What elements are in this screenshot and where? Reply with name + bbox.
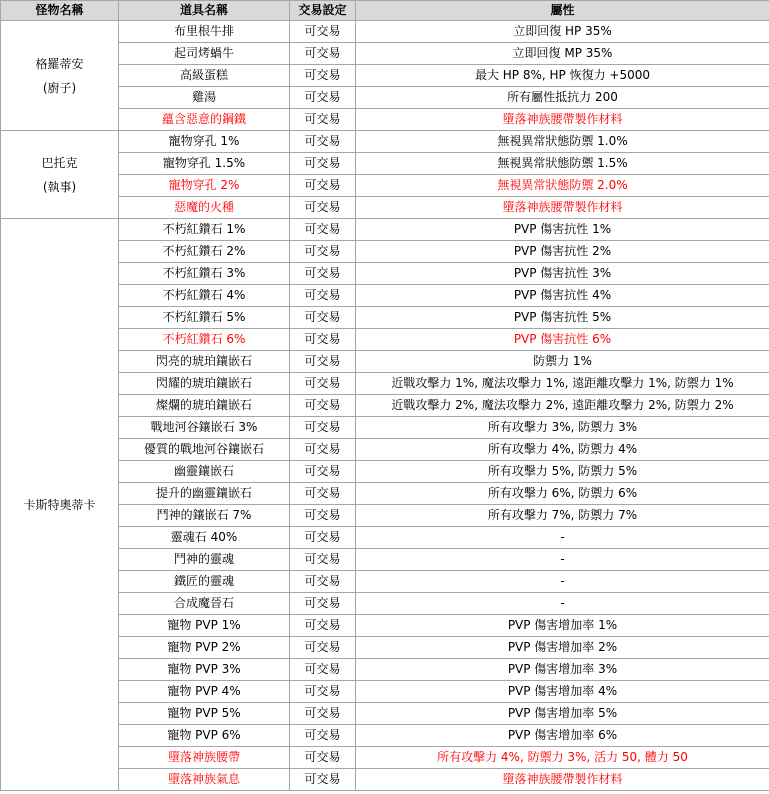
attribute-cell: 所有攻擊力 4%, 防禦力 4% <box>356 439 769 461</box>
trade-setting-cell: 可交易 <box>290 417 356 439</box>
trade-setting-cell: 可交易 <box>290 241 356 263</box>
attribute-cell: PVP 傷害抗性 4% <box>356 285 769 307</box>
table-body <box>1 21 769 791</box>
trade-setting-cell: 可交易 <box>290 65 356 87</box>
item-name-cell: 優質的戰地河谷鑲嵌石 <box>119 439 290 461</box>
table-row <box>1 219 769 241</box>
trade-setting-cell: 可交易 <box>290 307 356 329</box>
attribute-cell: 墮落神族腰帶製作材料 <box>356 109 769 131</box>
monster-name-cell <box>1 219 119 791</box>
attribute-cell: PVP 傷害增加率 3% <box>356 659 769 681</box>
trade-setting-cell: 可交易 <box>290 549 356 571</box>
trade-setting-cell: 可交易 <box>290 87 356 109</box>
attribute-cell: PVP 傷害增加率 6% <box>356 725 769 747</box>
item-name-cell: 不朽紅鑽石 2% <box>119 241 290 263</box>
item-name-cell: 鬥神的鑲嵌石 7% <box>119 505 290 527</box>
trade-setting-cell: 可交易 <box>290 703 356 725</box>
attribute-cell: PVP 傷害抗性 5% <box>356 307 769 329</box>
trade-setting-cell: 可交易 <box>290 615 356 637</box>
attribute-cell: 所有攻擊力 4%, 防禦力 3%, 活力 50, 體力 50 <box>356 747 769 769</box>
attribute-cell: 所有攻擊力 7%, 防禦力 7% <box>356 505 769 527</box>
item-name-cell: 寵物 PVP 5% <box>119 703 290 725</box>
item-name-cell: 鬥神的靈魂 <box>119 549 290 571</box>
trade-setting-cell: 可交易 <box>290 351 356 373</box>
item-name-cell: 起司烤蝸牛 <box>119 43 290 65</box>
attribute-cell: 所有攻擊力 6%, 防禦力 6% <box>356 483 769 505</box>
monster-name-line: (執事) <box>42 179 77 194</box>
item-name-cell: 不朽紅鑽石 1% <box>119 219 290 241</box>
item-name-cell: 寵物穿孔 2% <box>119 175 290 197</box>
attribute-cell: - <box>356 527 769 549</box>
trade-setting-cell: 可交易 <box>290 461 356 483</box>
attribute-cell: PVP 傷害抗性 6% <box>356 329 769 351</box>
trade-setting-cell: 可交易 <box>290 439 356 461</box>
item-name-cell: 燦爛的琥珀鑲嵌石 <box>119 395 290 417</box>
trade-setting-cell: 可交易 <box>290 263 356 285</box>
item-name-cell: 戰地河谷鑲嵌石 3% <box>119 417 290 439</box>
attribute-cell: 所有屬性抵抗力 200 <box>356 87 769 109</box>
item-name-cell: 蘊含惡意的鋼鐵 <box>119 109 290 131</box>
trade-setting-cell: 可交易 <box>290 637 356 659</box>
attribute-cell: 所有攻擊力 3%, 防禦力 3% <box>356 417 769 439</box>
trade-setting-cell: 可交易 <box>290 285 356 307</box>
attribute-cell: 最大 HP 8%, HP 恢復力 +5000 <box>356 65 769 87</box>
table-row <box>1 131 769 153</box>
trade-setting-cell: 可交易 <box>290 109 356 131</box>
item-name-cell: 合成魔晉石 <box>119 593 290 615</box>
header-attribute: 屬性 <box>356 1 769 21</box>
trade-setting-cell: 可交易 <box>290 483 356 505</box>
item-name-cell: 提升的幽靈鑲嵌石 <box>119 483 290 505</box>
item-name-cell: 鐵匠的靈魂 <box>119 571 290 593</box>
item-name-cell: 不朽紅鑽石 6% <box>119 329 290 351</box>
item-name-cell: 寵物穿孔 1% <box>119 131 290 153</box>
header-item-name: 道具名稱 <box>119 1 290 21</box>
item-name-cell: 雞湯 <box>119 87 290 109</box>
attribute-cell: PVP 傷害增加率 1% <box>356 615 769 637</box>
header-row <box>1 1 769 21</box>
item-name-cell: 寵物 PVP 3% <box>119 659 290 681</box>
item-name-cell: 寵物 PVP 6% <box>119 725 290 747</box>
trade-setting-cell: 可交易 <box>290 593 356 615</box>
header-trade-setting: 交易設定 <box>290 1 356 21</box>
attribute-cell: 無視異常狀態防禦 2.0% <box>356 175 769 197</box>
item-name-cell: 閃耀的琥珀鑲嵌石 <box>119 373 290 395</box>
monster-name-line: 卡斯特奧蒂卡 <box>23 497 96 512</box>
attribute-cell: 近戰攻擊力 2%, 魔法攻擊力 2%, 遠距離攻擊力 2%, 防禦力 2% <box>356 395 769 417</box>
item-name-cell: 幽靈鑲嵌石 <box>119 461 290 483</box>
monster-name-line: 格羅蒂安 <box>35 56 84 71</box>
attribute-cell: 所有攻擊力 5%, 防禦力 5% <box>356 461 769 483</box>
trade-setting-cell: 可交易 <box>290 527 356 549</box>
item-name-cell: 寵物 PVP 1% <box>119 615 290 637</box>
attribute-cell: 墮落神族腰帶製作材料 <box>356 769 769 791</box>
attribute-cell: PVP 傷害增加率 5% <box>356 703 769 725</box>
item-name-cell: 靈魂石 40% <box>119 527 290 549</box>
monster-name-line: (廚子) <box>42 80 77 95</box>
item-name-cell: 惡魔的火種 <box>119 197 290 219</box>
item-name-cell: 閃亮的琥珀鑲嵌石 <box>119 351 290 373</box>
monster-name-cell <box>1 131 119 219</box>
attribute-cell: 立即回復 HP 35% <box>356 21 769 43</box>
attribute-cell: 無視異常狀態防禦 1.5% <box>356 153 769 175</box>
trade-setting-cell: 可交易 <box>290 395 356 417</box>
attribute-cell: 立即回復 MP 35% <box>356 43 769 65</box>
item-name-cell: 墮落神族腰帶 <box>119 747 290 769</box>
attribute-cell: 防禦力 1% <box>356 351 769 373</box>
trade-setting-cell: 可交易 <box>290 747 356 769</box>
trade-setting-cell: 可交易 <box>290 681 356 703</box>
item-name-cell: 不朽紅鑽石 5% <box>119 307 290 329</box>
trade-setting-cell: 可交易 <box>290 219 356 241</box>
trade-setting-cell: 可交易 <box>290 175 356 197</box>
item-name-cell: 不朽紅鑽石 4% <box>119 285 290 307</box>
trade-setting-cell: 可交易 <box>290 43 356 65</box>
item-name-cell: 不朽紅鑽石 3% <box>119 263 290 285</box>
trade-setting-cell: 可交易 <box>290 329 356 351</box>
item-name-cell: 寵物穿孔 1.5% <box>119 153 290 175</box>
attribute-cell: 墮落神族腰帶製作材料 <box>356 197 769 219</box>
attribute-cell: - <box>356 549 769 571</box>
item-name-cell: 布里根牛排 <box>119 21 290 43</box>
monster-name-line: 巴托克 <box>41 155 78 170</box>
attribute-cell: PVP 傷害增加率 4% <box>356 681 769 703</box>
attribute-cell: - <box>356 571 769 593</box>
trade-setting-cell: 可交易 <box>290 197 356 219</box>
trade-setting-cell: 可交易 <box>290 21 356 43</box>
trade-setting-cell: 可交易 <box>290 725 356 747</box>
item-name-cell: 寵物 PVP 2% <box>119 637 290 659</box>
attribute-cell: PVP 傷害增加率 2% <box>356 637 769 659</box>
trade-setting-cell: 可交易 <box>290 131 356 153</box>
attribute-cell: PVP 傷害抗性 2% <box>356 241 769 263</box>
monster-name-cell <box>1 21 119 131</box>
attribute-cell: PVP 傷害抗性 3% <box>356 263 769 285</box>
attribute-cell: PVP 傷害抗性 1% <box>356 219 769 241</box>
attribute-cell: - <box>356 593 769 615</box>
trade-setting-cell: 可交易 <box>290 153 356 175</box>
trade-setting-cell: 可交易 <box>290 659 356 681</box>
table-row <box>1 21 769 43</box>
item-name-cell: 高級蛋糕 <box>119 65 290 87</box>
attribute-cell: 近戰攻擊力 1%, 魔法攻擊力 1%, 遠距離攻擊力 1%, 防禦力 1% <box>356 373 769 395</box>
trade-setting-cell: 可交易 <box>290 505 356 527</box>
trade-setting-cell: 可交易 <box>290 571 356 593</box>
trade-setting-cell: 可交易 <box>290 373 356 395</box>
item-name-cell: 寵物 PVP 4% <box>119 681 290 703</box>
table-header <box>1 1 769 21</box>
trade-setting-cell: 可交易 <box>290 769 356 791</box>
header-monster-name: 怪物名稱 <box>1 1 119 21</box>
item-name-cell: 墮落神族氣息 <box>119 769 290 791</box>
attribute-cell: 無視異常狀態防禦 1.0% <box>356 131 769 153</box>
